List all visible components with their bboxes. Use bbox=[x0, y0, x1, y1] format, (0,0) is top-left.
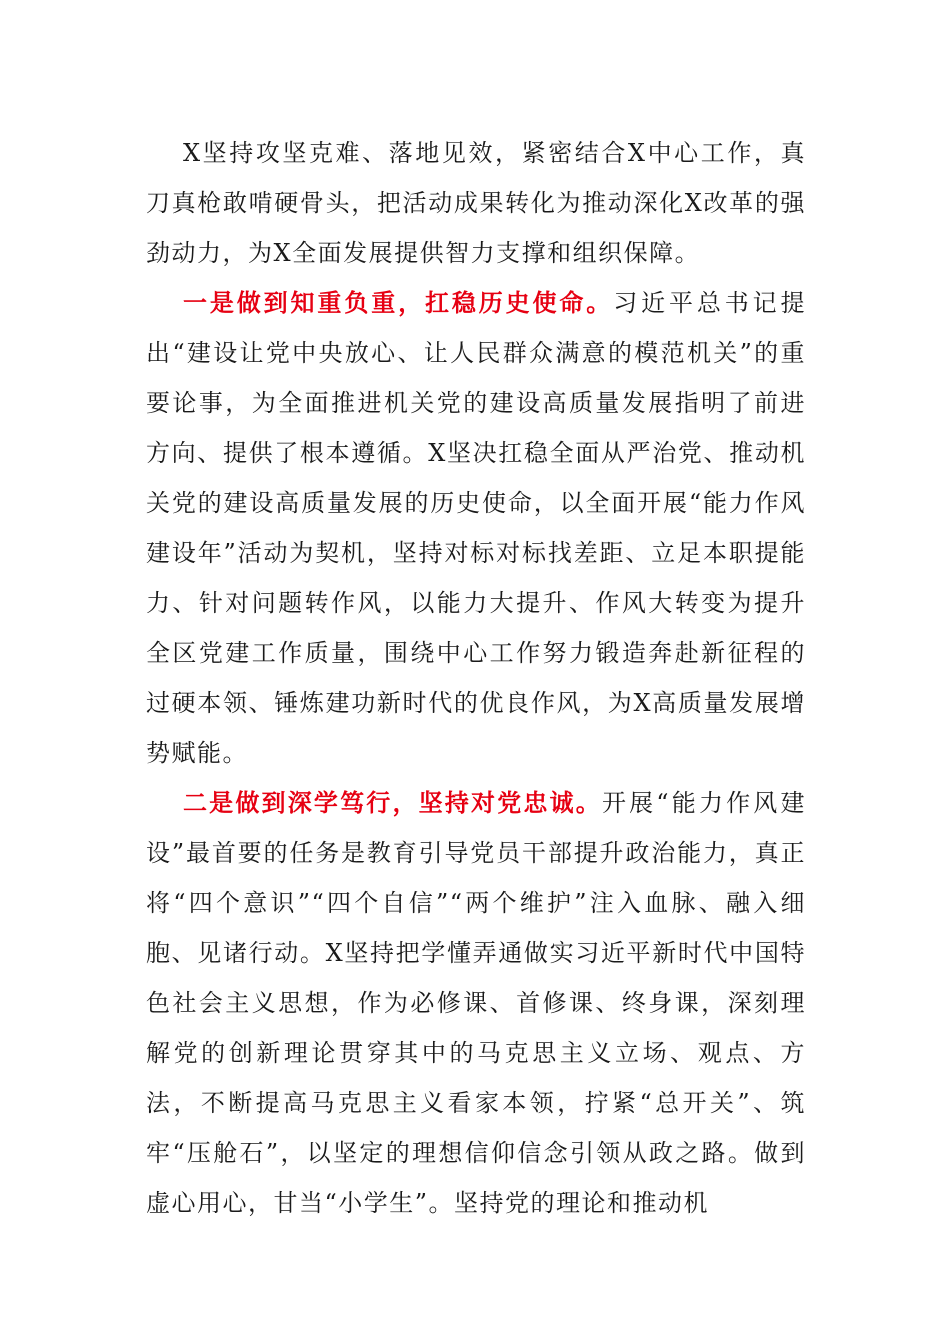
paragraph-text: X坚持攻坚克难、落地见效，紧密结合X中心工作，真刀真枪敢啃硬骨头，把活动成果转化为推动深化X改革的强劲动力，为X全面发展提供智力支撑和组织保障。 bbox=[146, 139, 806, 267]
paragraph-intro bbox=[146, 128, 806, 278]
paragraph-point-one bbox=[146, 278, 806, 778]
document-body bbox=[146, 128, 806, 1228]
paragraph-lead: 一是做到知重负重，扛稳历史使命。 bbox=[183, 289, 614, 317]
paragraph-text: 开展“能力作风建设”最首要的任务是教育引导党员干部提升政治能力，真正将“四个意识”“四个自信”“两个维护”注入血脉、融入细胞、见诸行动。X坚持把学懂弄通做实习近平新时代中国特色社会主义思想，作为必修课、首修课、终身课，深刻理解党的创新理论贯穿其中的马克思主义立场、观点、方法，不断提高马克思主义看家本领，拧紧“总开关”、筑牢“压舱石”，以坚定的理想信仰信念引领从政之路。做到虚心用心，甘当“小学生”。坚持党的理论和推动机 bbox=[146, 789, 806, 1217]
paragraph-point-two bbox=[146, 778, 806, 1228]
paragraph-text: 习近平总书记提出“建设让党中央放心、让人民群众满意的模范机关”的重要论事，为全面推进机关党的建设高质量发展指明了前进方向、提供了根本遵循。X坚决扛稳全面从严治党、推动机关党的建设高质量发展的历史使命，以全面开展“能力作风建设年”活动为契机，坚持对标对标找差距、立足本职提能力、针对问题转作风，以能力大提升、作风大转变为提升全区党建工作质量，围绕中心工作努力锻造奔赴新征程的过硬本领、锤炼建功新时代的优良作风，为X高质量发展增势赋能。 bbox=[146, 289, 807, 767]
paragraph-lead: 二是做到深学笃行，坚持对党忠诚。 bbox=[183, 789, 602, 817]
